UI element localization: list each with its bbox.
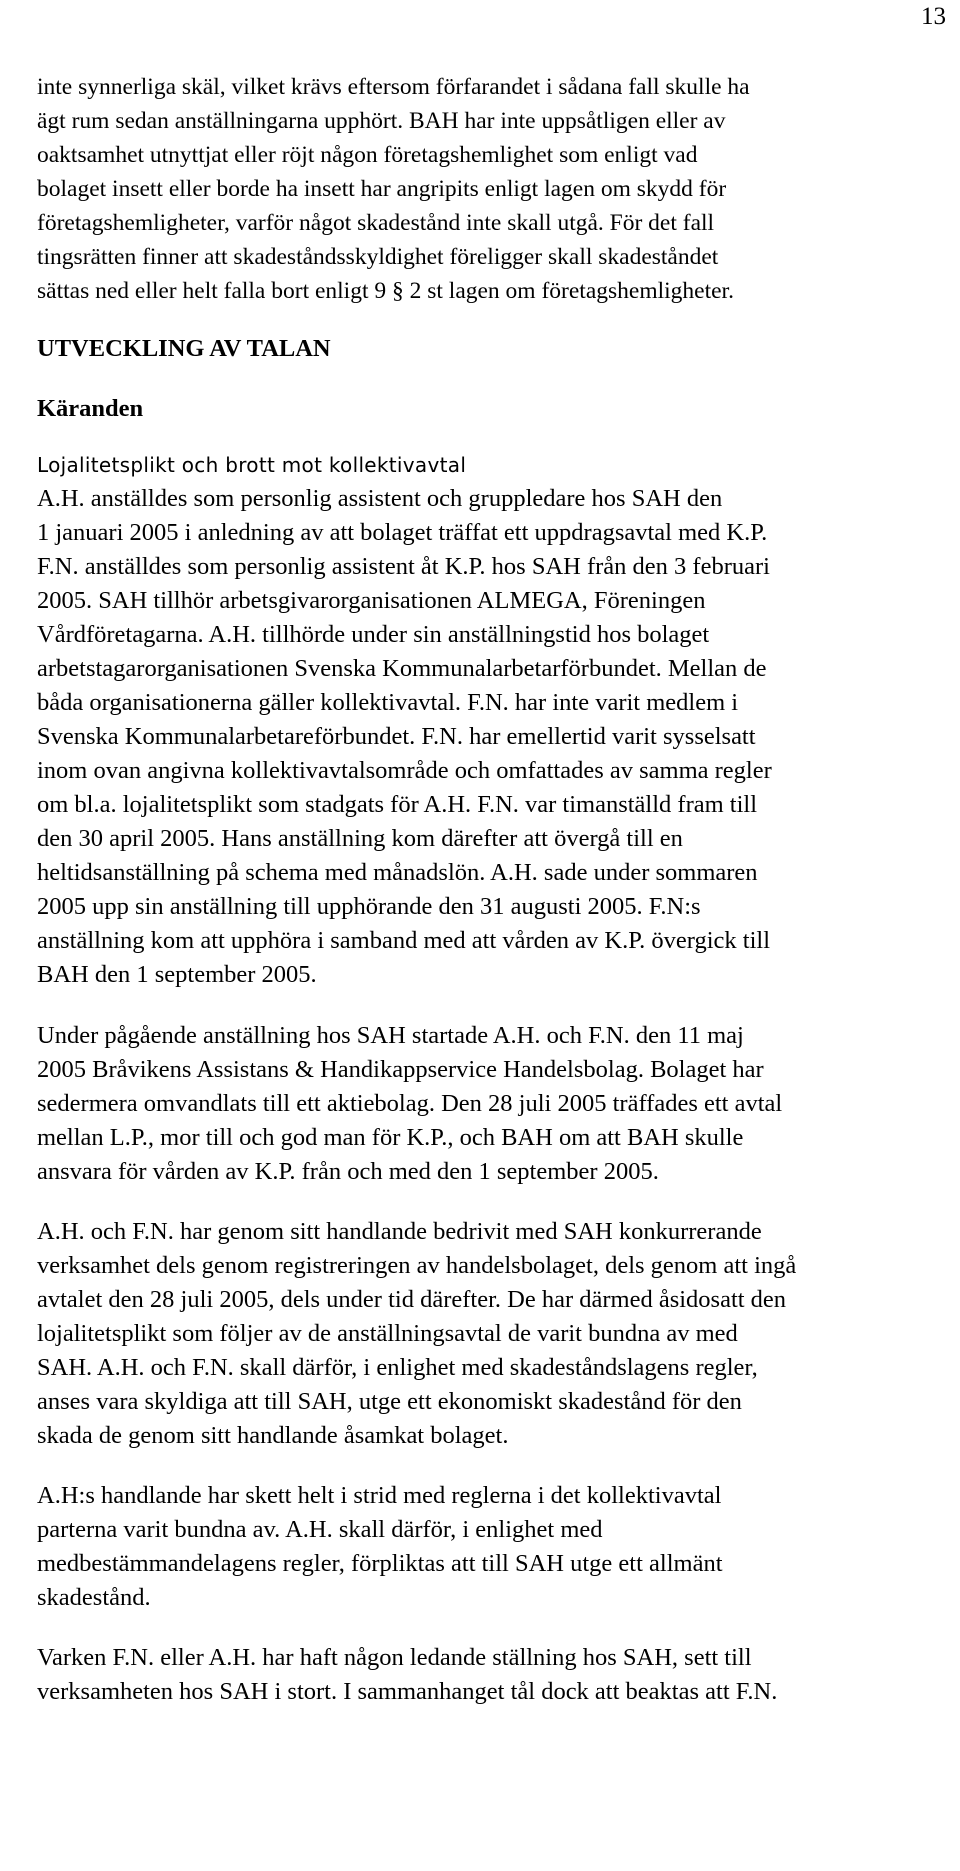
paragraph-line: mellan L.P., mor till och god man för K.P., och BAH om att BAH skulle [37, 1124, 744, 1151]
paragraph-line: 2005. SAH tillhör arbetsgivarorganisationen ALMEGA, Föreningen [37, 587, 706, 614]
page-number: 13 [921, 3, 946, 30]
document-body [37, 70, 949, 1709]
paragraph-line: ägt rum sedan anställningarna upphört. BAH har inte uppsåtligen eller av [37, 108, 726, 134]
paragraph-line: A.H. anställdes som personlig assistent och gruppledare hos SAH den [37, 485, 723, 512]
section-heading: UTVECKLING AV TALAN [37, 335, 331, 362]
paragraph-line: medbestämmandelagens regler, förpliktas att till SAH utge ett allmänt [37, 1550, 723, 1577]
paragraph-line: 2005 Bråvikens Assistans & Handikappservice Handelsbolag. Bolaget har [37, 1056, 764, 1083]
paragraph-line: anställning kom att upphöra i samband med att vården av K.P. övergick till [37, 927, 771, 954]
paragraph-line: anses vara skyldiga att till SAH, utge ett ekonomiskt skadestånd för den [37, 1388, 742, 1415]
party-heading: Käranden [37, 395, 144, 422]
paragraph-line: bolaget insett eller borde ha insett har angripits enligt lagen om skydd för [37, 176, 727, 202]
paragraph-line: Vårdföretagarna. A.H. tillhörde under sin anställningstid hos bolaget [37, 621, 710, 648]
paragraph-line: sedermera omvandlats till ett aktiebolag. Den 28 juli 2005 träffades ett avtal [37, 1090, 783, 1117]
paragraph-line: båda organisationerna gäller kollektivavtal. F.N. har inte varit medlem i [37, 689, 739, 716]
paragraph-line: tingsrätten finner att skadeståndsskyldighet föreligger skall skadeståndet [37, 244, 719, 270]
paragraph-line: verksamheten hos SAH i stort. I sammanhanget tål dock att beaktas att F.N. [37, 1678, 778, 1705]
paragraph-line: Under pågående anställning hos SAH startade A.H. och F.N. den 11 maj [37, 1022, 744, 1049]
paragraph-line: F.N. anställdes som personlig assistent åt K.P. hos SAH från den 3 februari [37, 553, 770, 580]
paragraph-line: avtalet den 28 juli 2005, dels under tid därefter. De har därmed åsidosatt den [37, 1286, 787, 1313]
paragraph-line: lojalitetsplikt som följer av de anställningsavtal de varit bundna av med [37, 1320, 738, 1347]
paragraph-employment [37, 482, 949, 992]
paragraph-line: A.H:s handlande har skett helt i strid med reglerna i det kollektivavtal [37, 1482, 722, 1509]
paragraph-line: sättas ned eller helt falla bort enligt 9 § 2 st lagen om företagshemligheter. [37, 278, 734, 304]
paragraph-line: heltidsanställning på schema med månadslön. A.H. sade under sommaren [37, 859, 758, 886]
paragraph-line: inte synnerliga skäl, vilket krävs eftersom förfarandet i sådana fall skulle ha [37, 74, 750, 100]
paragraph-line: ansvara för vården av K.P. från och med den 1 september 2005. [37, 1158, 659, 1185]
paragraph-line: BAH den 1 september 2005. [37, 961, 317, 988]
paragraph-line: Varken F.N. eller A.H. har haft någon ledande ställning hos SAH, sett till [37, 1644, 752, 1671]
subheading: Lojalitetsplikt och brott mot kollektivavtal [37, 453, 467, 477]
paragraph-line: 1 januari 2005 i anledning av att bolaget träffat ett uppdragsavtal med K.P. [37, 519, 768, 546]
paragraph-line: den 30 april 2005. Hans anställning kom därefter att övergå till en [37, 825, 683, 852]
paragraph-line: skadestånd. [37, 1584, 151, 1611]
paragraph-company-start [37, 1019, 949, 1189]
paragraph-line: företagshemligheter, varför något skadestånd inte skall utgå. För det fall [37, 210, 715, 236]
paragraph-line: inom ovan angivna kollektivavtalsområde och omfattades av samma regler [37, 757, 772, 784]
paragraph-line: skada de genom sitt handlande åsamkat bolaget. [37, 1422, 509, 1449]
paragraph-line: om bl.a. lojalitetsplikt som stadgats för A.H. F.N. var timanställd fram till [37, 791, 758, 818]
paragraph-competition [37, 1215, 949, 1453]
paragraph-line: 2005 upp sin anställning till upphörande den 31 augusti 2005. F.N:s [37, 893, 701, 920]
paragraph-line: Svenska Kommunalarbetareförbundet. F.N. har emellertid varit sysselsatt [37, 723, 756, 750]
paragraph-line: oaktsamhet utnyttjat eller röjt någon företagshemlighet som enligt vad [37, 142, 698, 168]
opening-paragraph [37, 70, 949, 308]
paragraph-line: SAH. A.H. och F.N. skall därför, i enlighet med skadeståndslagens regler, [37, 1354, 758, 1381]
paragraph-collective-agreement [37, 1479, 949, 1615]
paragraph-line: parterna varit bundna av. A.H. skall därför, i enlighet med [37, 1516, 603, 1543]
paragraph-line: arbetstagarorganisationen Svenska Kommunalarbetarförbundet. Mellan de [37, 655, 767, 682]
paragraph-line: verksamhet dels genom registreringen av handelsbolaget, dels genom att ingå [37, 1252, 797, 1279]
paragraph-leading-position [37, 1641, 949, 1709]
paragraph-line: A.H. och F.N. har genom sitt handlande bedrivit med SAH konkurrerande [37, 1218, 762, 1245]
